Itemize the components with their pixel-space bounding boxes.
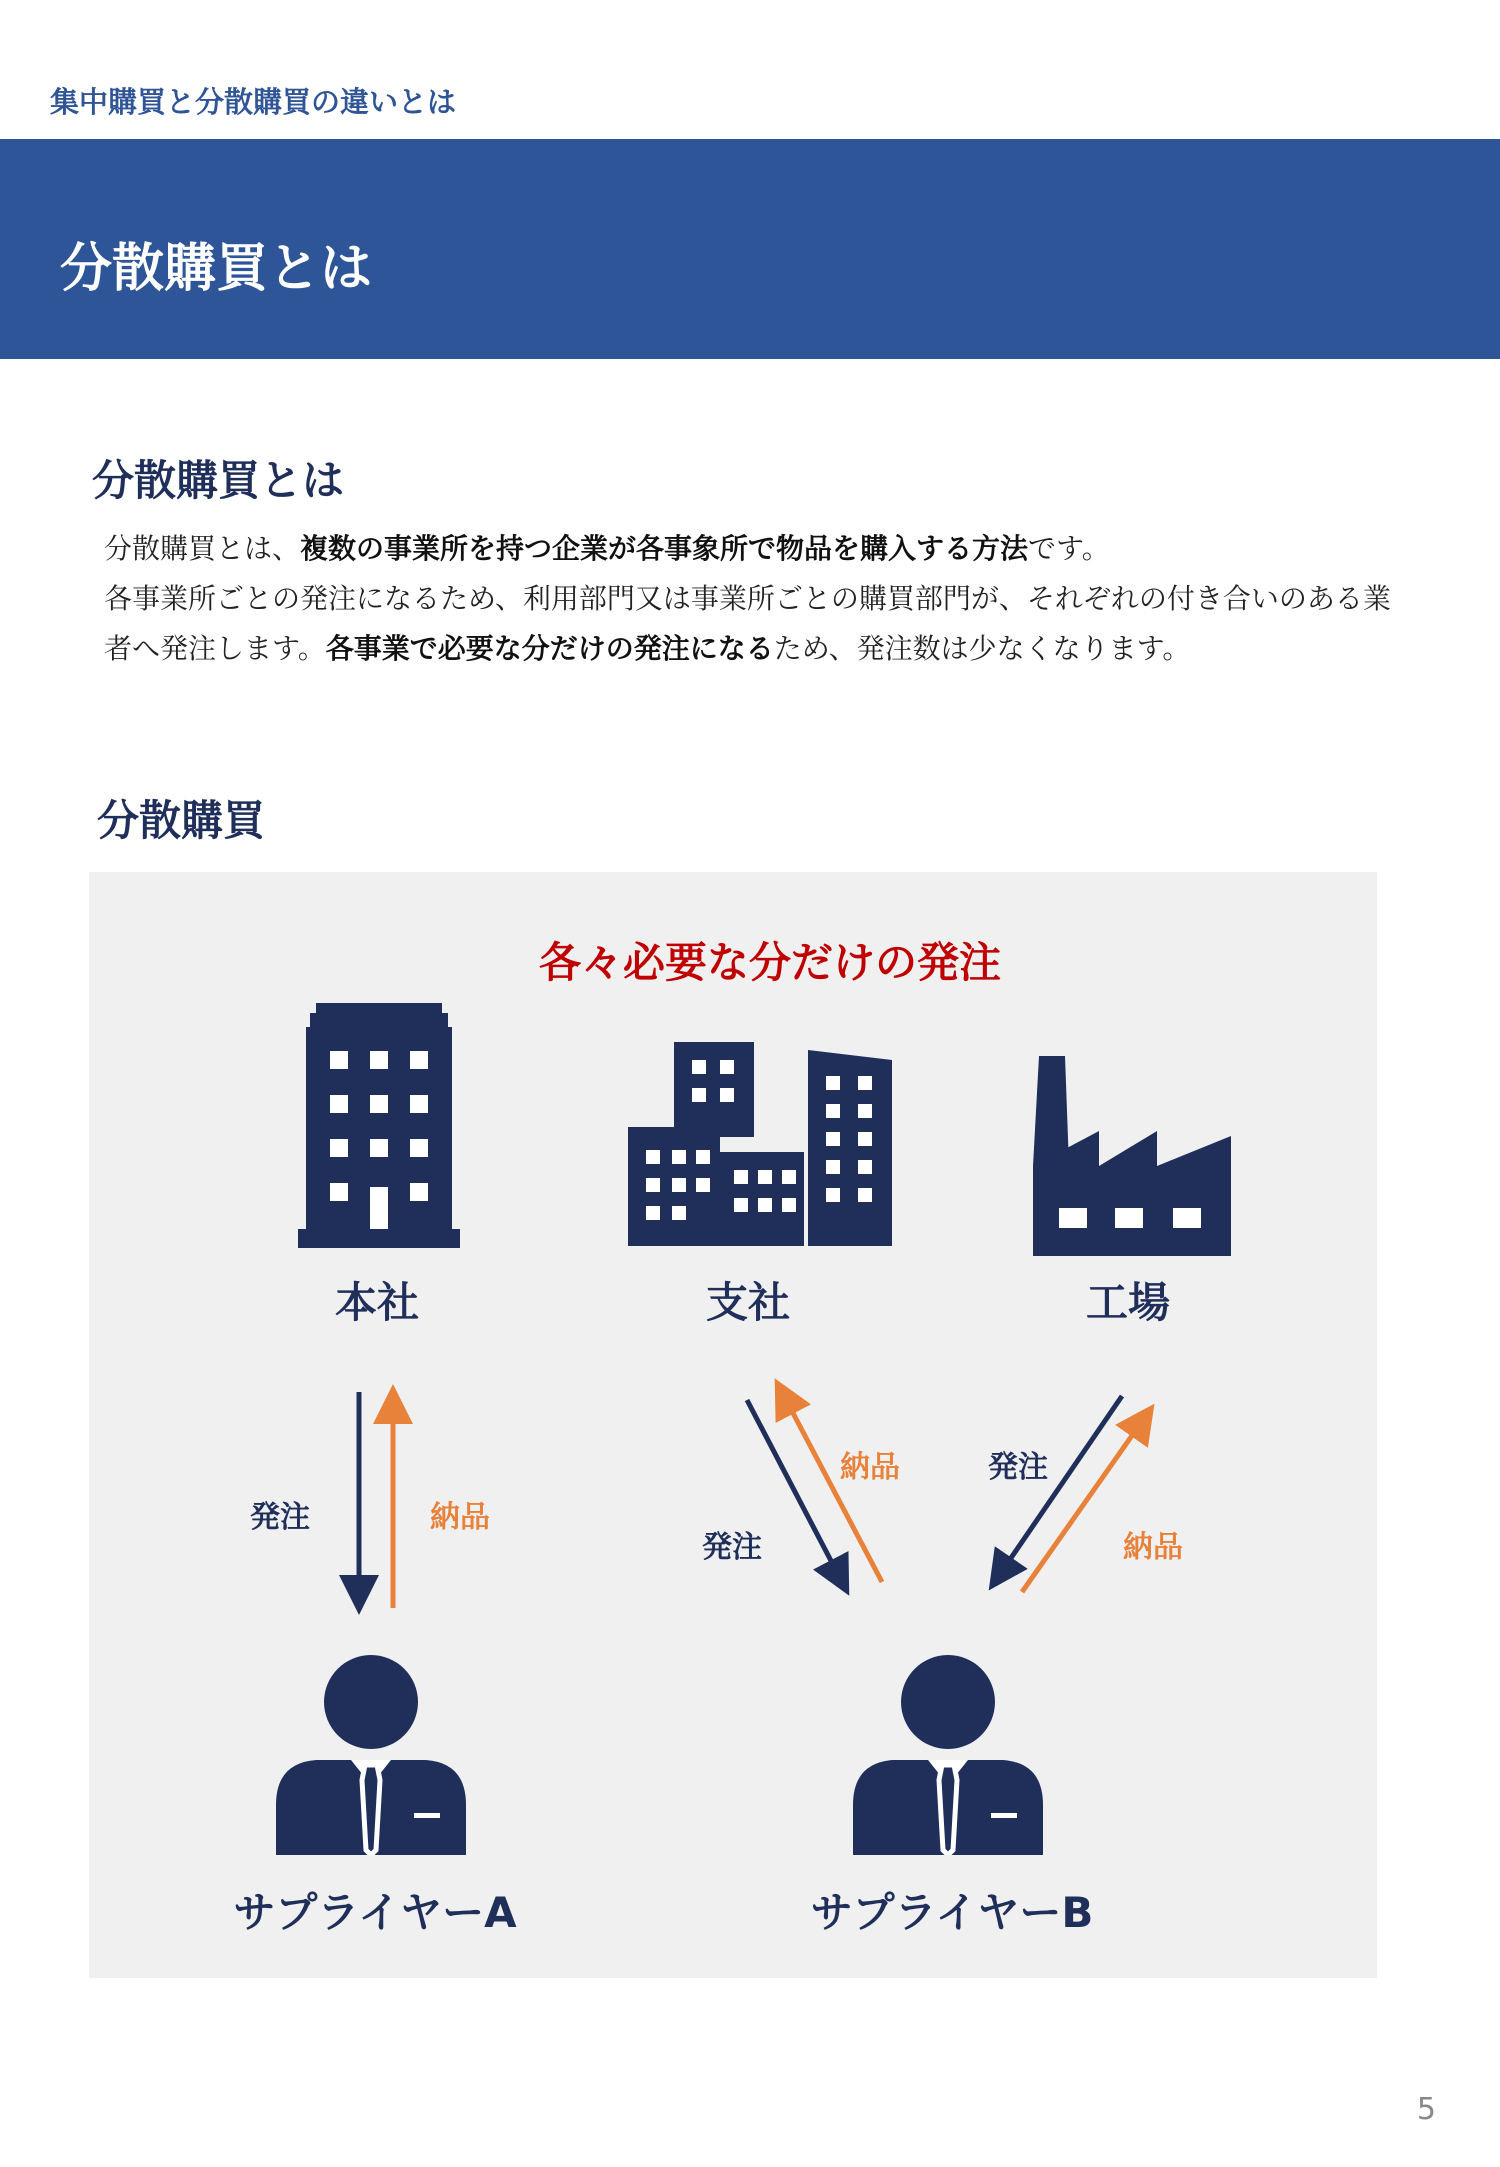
label-delivery-head-office: 納品 [430,1500,490,1535]
intro-line-1-bold: 複数の事業所を持つ企業が各事象所で物品を購入する方法 [300,532,1029,565]
node-label-factory: 工場 [1085,1278,1170,1327]
intro-line-3-text-a: 者へ発注します。 [104,632,326,665]
diagram-title: 各々必要な分だけの発注 [538,938,1001,987]
intro-line-2: 各事業所ごとの発注になるため、利用部門又は事業所ごとの購買部門が、それぞれの付き合いのある業 [104,582,1391,615]
intro-line-3-text-b: ため、発注数は少なくなります。 [773,632,1191,665]
page-number: 5 [1416,2092,1436,2127]
businessperson-icon [276,1655,466,1855]
label-delivery-branch: 納品 [840,1450,900,1485]
intro-line-3-bold: 各事業で必要な分だけの発注になる [325,632,774,665]
diagram-heading: 分散購買 [97,796,266,845]
arrow-delivery-branch [784,1396,882,1582]
node-label-branch: 支社 [705,1278,790,1327]
label-order-head-office: 発注 [250,1500,310,1535]
label-delivery-factory: 納品 [1123,1530,1183,1565]
intro-line-1-text-b: です。 [1028,532,1110,565]
businessperson-icon [853,1655,1043,1855]
label-order-factory: 発注 [988,1450,1048,1485]
label-order-branch: 発注 [702,1530,762,1565]
intro-line-1-text-a: 分散購買とは、 [104,532,301,565]
banner-title: 分散購買とは [60,239,373,299]
node-label-supplier-a: サプライヤーA [233,1888,517,1937]
intro-heading: 分散購買とは [92,456,345,505]
node-label-head-office: 本社 [334,1278,419,1327]
node-label-supplier-b: サプライヤーB [810,1888,1094,1937]
section-label: 集中購買と分散購買の違いとは [50,85,457,119]
